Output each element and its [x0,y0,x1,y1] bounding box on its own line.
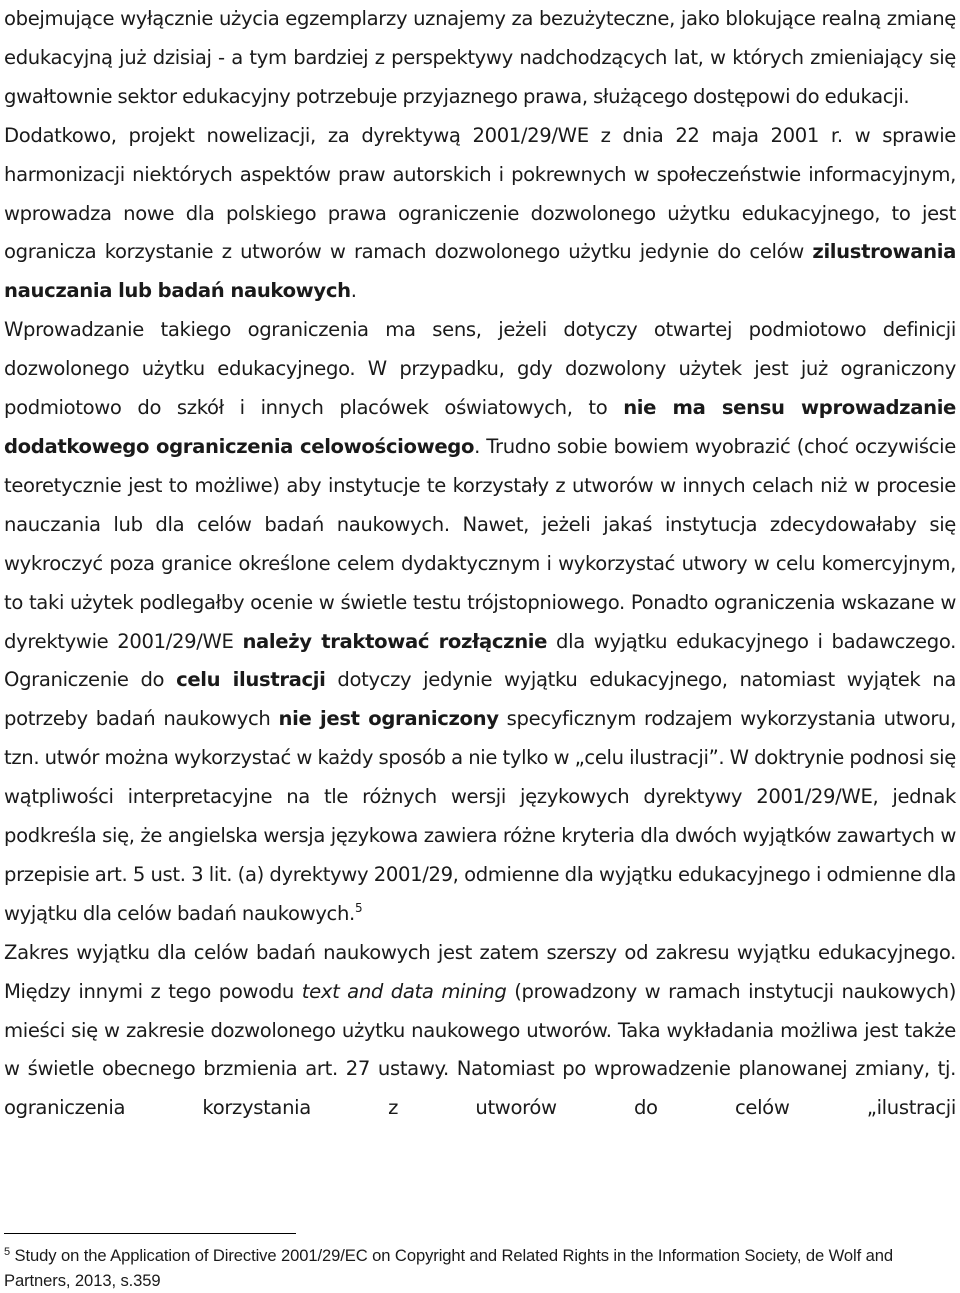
footnote [4,1243,956,1293]
footnote-reference: 5 [354,900,363,915]
text-run: dotyczy jedynie wyjątku edukacyjnego, natomiast wyjątek na potrzeby badań naukowych [4,668,956,731]
text-run: dla wyjątku edukacyjnego i badawczego. Ograniczenie do [4,629,957,692]
emphasis-italic: text and data mining [301,979,507,1003]
emphasis-bold: nie ma sensu wprowadzanie dodatkowego ograniczenia celowościowego [4,396,956,458]
emphasis-bold: nie jest ograniczony [278,707,499,731]
footnote-text: Study on the Application of Directive 2001/29/EC on Copyright and Related Rights in the Information Society, de Wolf and Partners, 2013, s.359 [4,1246,893,1290]
text-run: (prowadzony w ramach instytucji naukowych) mieści się w zakresie dozwolonego użytku naukowego utworów. Taka wykładania możliwa jest także w świetle obecnego brzmienia art. 27 ustawy. Natomiast po wprowadzenie planowanej zmiany, tj. ograniczenia korzystania z utworów do celów „ilustracji [4,979,956,1120]
footnote-separator [4,1233,296,1234]
text-run: . Trudno sobie bowiem wyobrazić (choć oczywiście teoretycznie jest to możliwe) aby instytucje te korzystały z utworów w innych celach niż w procesie nauczania lub dla celów badań naukowych. Nawet, jeżeli jakaś instytucja zdecydowałaby się wykroczyć poza granice określone celem dydaktycznym i wykorzystać utwory w celu komercyjnym, to taki użytek podlegałby ocenie w świetle testu trójstopniowego. Ponadto ograniczenia wskazane w dyrektywie 2001/29/WE [4,434,956,653]
emphasis-bold: zilustrowania nauczania lub badań naukowych [4,240,956,303]
paragraph [4,934,956,1129]
emphasis-bold: celu ilustracji [176,668,326,692]
text-run: obejmujące wyłącznie użycia egzemplarzy uznajemy za bezużyteczne, jako blokujące realną zmianę edukacyjną już dzisiaj - a tym bardziej z perspektywy nadchodzących lat, w których zmieniający się gwałtownie sektor edukacyjny potrzebuje przyjaznego prawa, służącego dostępowi do edukacji. [4,7,956,108]
text-run: specyficznym rodzajem wykorzystania utworu, tzn. utwór można wykorzystać w każdy sposób a nie tylko w „celu ilustracji”. W doktrynie podnosi się wątpliwości interpretacyjne na tle różnych wersji językowych dyrektywy 2001/29/WE, jednak podkreśla się, że angielska wersja językowa zawiera różne kryteria dla dwóch wyjątków zawartych w przepisie art. 5 ust. 3 lit. (a) dyrektywy 2001/29, odmienne dla wyjątku edukacyjnego i odmienne dla wyjątku dla celów badań naukowych. [4,707,956,925]
text-run: Zakres wyjątku dla celów badań naukowych jest zatem szerszy od zakresu wyjątku edukacyjnego. Między innymi z tego powodu [4,940,956,1003]
paragraph [4,117,956,312]
paragraph [4,0,956,117]
text-run: . [350,279,357,303]
body-text [4,0,956,1128]
paragraph [4,311,956,934]
text-run: Wprowadzanie takiego ograniczenia ma sens, jeżeli dotyczy otwartej podmiotowo definicji dozwolonego użytku edukacyjnego. W przypadku, gdy dozwolony użytek jest już ograniczony podmiotowo do szkół i innych placówek oświatowych, to [4,318,956,420]
text-run: Dodatkowo, projekt nowelizacji, za dyrektywą 2001/29/WE z dnia 22 maja 2001 r. w sprawie harmonizacji niektórych aspektów praw autorskich i pokrewnych w społeczeństwie informacyjnym, wprowadza nowe dla polskiego prawa ograniczenie dozwolonego użytku edukacyjnego, to jest ogranicza korzystanie z utworów w ramach dozwolonego użytku jedynie do celów [4,123,956,264]
emphasis-bold: należy traktować rozłącznie [242,629,548,653]
footnote-number: 5 [4,1246,11,1258]
